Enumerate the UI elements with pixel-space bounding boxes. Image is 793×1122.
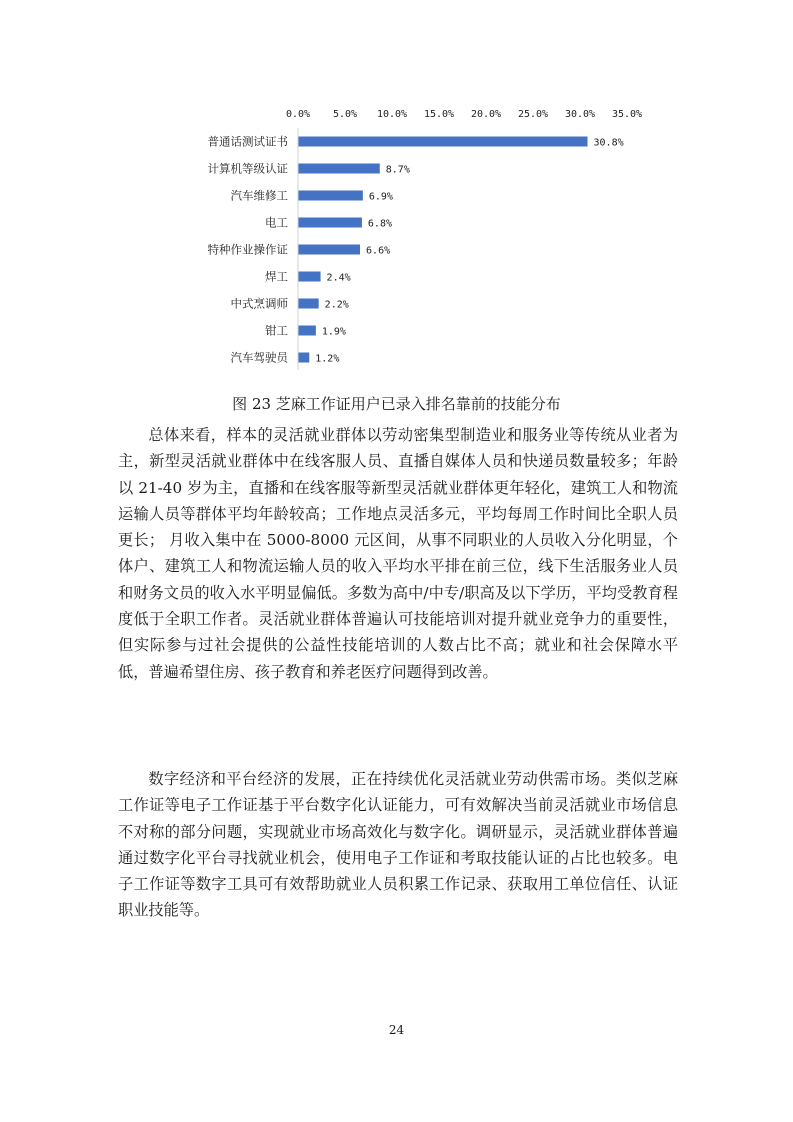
x-tick-label: 15.0%: [423, 109, 455, 120]
skills-bar-chart: [0, 0, 793, 380]
bar: [298, 218, 362, 228]
category-label: 特种作业操作证: [207, 242, 288, 257]
x-tick-label: 30.0%: [564, 109, 596, 120]
bar: [298, 299, 319, 309]
x-tick-label: 10.0%: [376, 109, 408, 120]
bar: [298, 164, 380, 174]
x-axis-ticks: [286, 109, 642, 120]
value-label: 30.8%: [593, 137, 624, 149]
category-label: 钳工: [265, 323, 288, 338]
paragraph-summary: 总体来看，样本的灵活就业群体以劳动密集型制造业和服务业等传统从业者为主，新型灵活就业群体中在线客服人员、直播自媒体人员和快递员数量较多；年龄以 21-40 岁为主，直播和在线客服等新型灵活就业群体更年轻化，建筑工人和物流运输人员等群体平均年龄较高；工作地点灵活多元，平均每周工作时间比全职人员更长； 月收入集中在 5000-8000 元区间，从事不同职业的人员收入分化明显，个体户、建筑工人和物流运输人员的收入平均水平排在前三位，线下生活服务业人员和财务文员的收入水平明显偏低。多数为高中/中专/职高及以下学历，平均受教育程度低于全职工作者。灵活就业群体普遍认可技能培训对提升就业竞争力的重要性，但实际参与过社会提供的公益性技能培训的人数占比不高；就业和社会保障水平低，普遍希望住房、孩子教育和养老医疗问题得到改善。: [118, 426, 678, 681]
category-label: 中式烹调师: [230, 296, 288, 311]
x-tick-label: 5.0%: [332, 109, 358, 120]
value-label: 6.6%: [366, 245, 391, 257]
bar: [298, 245, 360, 255]
category-label: 电工: [265, 215, 288, 230]
bar: [298, 137, 588, 147]
bar: [298, 191, 363, 201]
paragraph-digital-economy: 数字经济和平台经济的发展，正在持续优化灵活就业劳动供需市场。类似芝麻工作证等电子工作证基于平台数字化认证能力，可有效解决当前灵活就业市场信息不对称的部分问题，实现就业市场高效化与数字化。调研显示，灵活就业群体普遍通过数字化平台寻找就业机会，使用电子工作证和考取技能认证的占比也较多。电子工作证等数字工具可有效帮助就业人员积累工作记录、获取用工单位信任、认证职业技能等。: [118, 770, 678, 920]
category-label: 焊工: [265, 269, 288, 284]
bar: [298, 353, 309, 363]
category-labels: [208, 135, 290, 365]
value-label: 2.2%: [324, 299, 349, 311]
value-label: 1.2%: [315, 353, 340, 365]
figure-caption: 图 23 芝麻工作证用户已录入排名靠前的技能分布: [232, 395, 561, 413]
value-label: 2.4%: [326, 272, 351, 284]
x-tick-label: 35.0%: [611, 109, 643, 120]
value-label: 6.9%: [368, 191, 393, 203]
bar: [298, 326, 316, 336]
category-label: 汽车维修工: [230, 188, 288, 203]
category-label: 计算机等级认证: [207, 161, 288, 176]
value-label: 6.8%: [367, 218, 393, 230]
x-tick-label: 0.0%: [285, 109, 311, 120]
category-label: 普通话测试证书: [207, 134, 288, 149]
bar: [298, 272, 321, 282]
value-label: 1.9%: [321, 326, 346, 338]
page-number: 24: [388, 1023, 405, 1037]
value-label: 8.7%: [385, 164, 410, 176]
x-tick-label: 20.0%: [470, 109, 502, 120]
x-tick-label: 25.0%: [517, 109, 549, 120]
category-label: 汽车驾驶员: [230, 350, 288, 365]
